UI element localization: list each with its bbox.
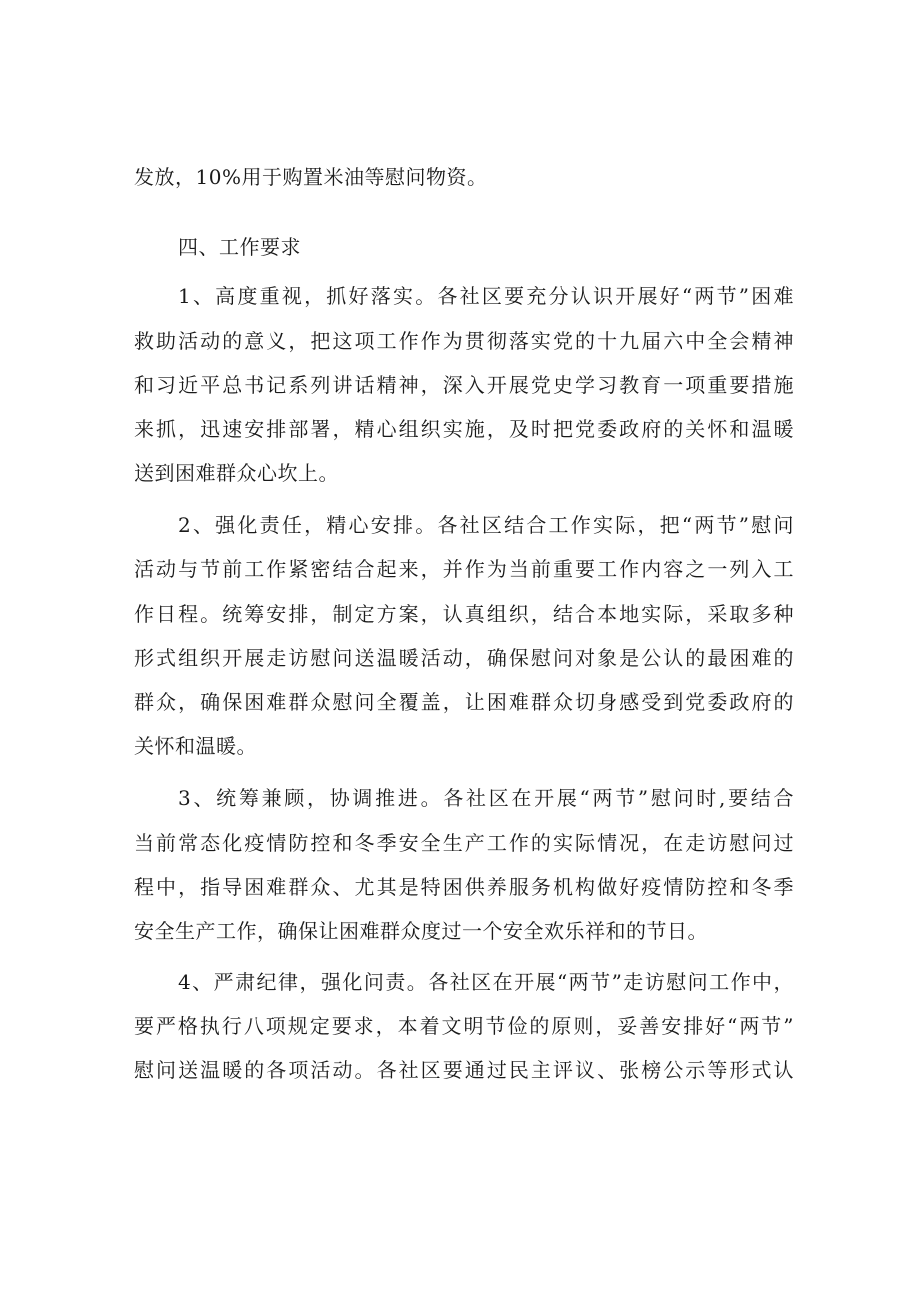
paragraph-line: 和习近平总书记系列讲话精神，深入开展党史学习教育一项重要措施 xyxy=(134,373,794,397)
paragraph-line: 群众，确保困难群众慰问全覆盖，让困难群众切身感受到党委政府的 xyxy=(134,690,794,714)
paragraph-line: 送到困难群众心坎上。 xyxy=(134,461,339,485)
paragraph-line: 1、高度重视，抓好落实。各社区要充分认识开展好“两节”困难 xyxy=(178,284,794,308)
paragraph-line: 作日程。统筹安排，制定方案，认真组织，结合本地实际，采取多种 xyxy=(134,602,794,626)
paragraph-line: 来抓，迅速安排部署，精心组织实施，及时把党委政府的关怀和温暖 xyxy=(134,417,794,441)
paragraph-line: 当前常态化疫情防控和冬季安全生产工作的实际情况，在走访慰问过 xyxy=(134,831,794,855)
paragraph-line: 4、严肃纪律，强化问责。各社区在开展“两节”走访慰问工作中， xyxy=(178,970,794,994)
paragraph-line: 程中，指导困难群众、尤其是特困供养服务机构做好疫情防控和冬季 xyxy=(134,875,794,899)
paragraph-line: 安全生产工作，确保让困难群众度过一个安全欢乐祥和的节日。 xyxy=(134,919,708,943)
paragraph-line: 2、强化责任，精心安排。各社区结合工作实际，把“两节”慰问 xyxy=(178,513,794,537)
paragraph-line: 救助活动的意义，把这项工作作为贯彻落实党的十九届六中全会精神 xyxy=(134,329,794,353)
paragraph-line: 关怀和温暖。 xyxy=(134,734,257,758)
paragraph-line: 活动与节前工作紧密结合起来，并作为当前重要工作内容之一列入工 xyxy=(134,557,794,581)
paragraph-line: 慰问送温暖的各项活动。各社区要通过民主评议、张榜公示等形式认 xyxy=(134,1058,794,1082)
paragraph-line: 形式组织开展走访慰问送温暖活动，确保慰问对象是公认的最困难的 xyxy=(134,646,794,670)
paragraph-line: 3、统筹兼顾，协调推进。各社区在开展“两节”慰问时,要结合 xyxy=(178,786,794,810)
intro-line: 发放，10%用于购置米油等慰问物资。 xyxy=(134,165,488,189)
section-heading: 四、工作要求 xyxy=(178,235,301,259)
paragraph-line: 要严格执行八项规定要求，本着文明节俭的原则，妥善安排好“两节” xyxy=(134,1014,794,1038)
